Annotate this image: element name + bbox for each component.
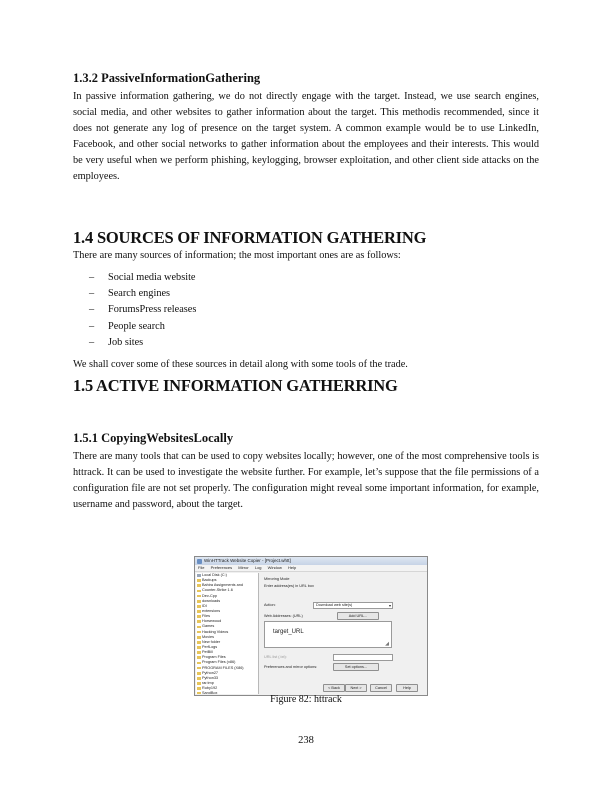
mirror-options-panel [261, 573, 425, 694]
tree-item-label: Python33 [202, 675, 219, 680]
bullet-dash: – [89, 272, 95, 283]
tree-item-label: Program Files [202, 655, 226, 660]
add-url-button[interactable]: Add URL... [337, 612, 379, 620]
folder-icon [197, 626, 201, 629]
httrack-screenshot-figure [194, 556, 428, 696]
url-textarea[interactable] [264, 621, 392, 648]
folder-icon [197, 600, 201, 603]
action-label: Action: [264, 603, 276, 607]
folder-icon [197, 620, 201, 623]
tree-item-label: Games [202, 624, 215, 629]
paragraph-passive-gathering: In passive information gathering, we do not directly engage with the target. Instead, we use search engines, social media, and other websites to gather information about the target. This methodis recommended, since it does not generate any log of presence on the target system. A common example would be to use LinkedIn, Facebook, and other social networks to gather information about the employees and their interests. This would be very useful when we perform phishing, keylogging, browser exploitation, and other client side attacks on the employees. [73, 91, 539, 182]
menu-bar [195, 565, 427, 572]
bullet-dash: – [89, 320, 95, 332]
folder-icon [197, 615, 201, 618]
section-heading-1-4: 1.4 SOURCES OF INFORMATION GATHERING [73, 228, 427, 247]
tree-item-label: Horsewoud [202, 619, 222, 624]
web-addresses-label: Web Addresses: (URL) [264, 614, 303, 618]
paragraph-sources-intro: There are many sources of information; the most important ones are as follows: [73, 250, 401, 261]
list-item-text: Social media website [108, 272, 196, 283]
menu-window[interactable]: Window [267, 565, 282, 570]
menu-preferences[interactable]: Preferences [210, 565, 233, 570]
action-select-value: Download web site(s) [316, 603, 353, 607]
folder-icon [197, 662, 201, 665]
folder-icon [197, 610, 201, 613]
folder-icon [197, 651, 201, 654]
drive-icon [197, 574, 201, 577]
list-item [73, 302, 196, 318]
menu-mirror[interactable]: Mirror [238, 565, 249, 570]
url-list-input[interactable] [333, 654, 393, 661]
bullet-dash: – [89, 304, 95, 316]
menu-file[interactable]: File [198, 565, 205, 570]
tree-item-label: extensions [202, 608, 221, 613]
folder-icon [197, 656, 201, 659]
url-value: target_URL [273, 629, 304, 635]
bullet-dash: – [89, 336, 95, 348]
list-item-text: People search [108, 320, 165, 332]
set-options-button[interactable]: Set options... [333, 663, 379, 671]
tree-item-label: IDI [202, 603, 207, 608]
tree-item-label: Bahira Assignments and [202, 583, 243, 588]
tree-item-label: Dev-Cpp [202, 593, 217, 598]
list-item-text: Search engines [108, 288, 171, 300]
page-number: 238 [298, 735, 314, 746]
tree-item-label: Counter-Strike 1.6 [202, 588, 233, 593]
mirroring-mode-hint: Enter address(es) in URL box [264, 584, 314, 588]
list-item-text: Job sites [108, 336, 144, 348]
sources-list [73, 270, 196, 351]
menu-log[interactable]: Log [254, 565, 262, 570]
tree-item-label: rar.tmp [202, 680, 214, 685]
folder-icon [197, 584, 201, 587]
section-heading-1-3-2: 1.3.2 PassiveInformationGathering [73, 71, 261, 85]
tree-item-label: Local Disk (C:) [202, 573, 227, 577]
menu-help[interactable]: Help [288, 565, 297, 570]
folder-icon [197, 590, 201, 593]
tree-item-label: New folder [202, 639, 221, 644]
cancel-button[interactable]: Cancel [370, 684, 392, 692]
bullet-dash: – [89, 288, 95, 300]
window-titlebar [195, 557, 427, 565]
prefs-label: Preferences and mirror options: [264, 665, 318, 669]
tree-item-label: PetBill [202, 650, 213, 655]
folder-icon [197, 641, 201, 644]
back-button[interactable]: < Back [323, 684, 345, 692]
folder-icon [197, 677, 201, 680]
folder-icon [197, 579, 201, 582]
folder-icon [197, 687, 201, 690]
tree-item-label: Hacking Videos [202, 629, 229, 634]
paragraph-copying-websites: There are many tools that can be used to copy websites locally; however, one of the most comprehensive tools is httrack. It can be used to investigate the website further. For example, let’s suppose that the file permissions of a configuration file are not set properly. The configuration might reveal some important information, for example, username and password, about the target. [73, 451, 539, 510]
tree-item-label: Backups [202, 578, 217, 583]
next-button[interactable]: Next > [345, 684, 367, 692]
chevron-down-icon: ▾ [388, 603, 391, 608]
httrack-app-icon [197, 559, 202, 564]
tree-item-label: Program Files (x86) [202, 660, 236, 665]
figure-caption: Figure 82: httrack [270, 694, 342, 705]
folder-icon [197, 672, 201, 675]
folder-icon [197, 646, 201, 649]
resize-grip-icon: ◢ [385, 641, 389, 647]
tree-item-label: downloads [202, 598, 221, 603]
folder-icon [197, 631, 201, 634]
folder-icon [197, 636, 201, 639]
tree-item-label: Movies [202, 634, 215, 639]
folder-icon [197, 682, 201, 685]
url-list-label: URL list (.txt): [264, 655, 287, 659]
tree-item-label: Ruby192 [202, 686, 218, 691]
action-select[interactable] [313, 602, 393, 609]
list-item [73, 319, 196, 335]
tree-item-label: Files [202, 614, 211, 619]
section-heading-1-5-1: 1.5.1 CopyingWebsitesLocally [73, 431, 234, 445]
tree-item-label: PerfLogs [202, 644, 218, 649]
folder-icon [197, 667, 201, 670]
list-item-text: ForumsPress releases [108, 304, 197, 316]
folder-tree [196, 573, 259, 694]
tree-item-label: PROGRAM FILES (X86) [202, 665, 244, 670]
mirroring-mode-label: Mirroring Mode [264, 577, 290, 581]
window-title: WinHTTrack Website Copier - [Project.whtt] [204, 558, 291, 563]
list-item [73, 286, 196, 302]
folder-icon [197, 605, 201, 608]
folder-icon [197, 595, 201, 598]
tree-item-label: Python27 [202, 670, 219, 675]
help-button[interactable]: Help [396, 684, 418, 692]
list-item [73, 335, 196, 351]
tree-item-label: SandBox [202, 691, 218, 694]
list-item [73, 270, 196, 286]
section-heading-1-5: 1.5 ACTIVE INFORMATION GATHERRING [73, 376, 398, 395]
paragraph-sources-outro: We shall cover some of these sources in detail along with some tools of the trade. [73, 359, 408, 370]
